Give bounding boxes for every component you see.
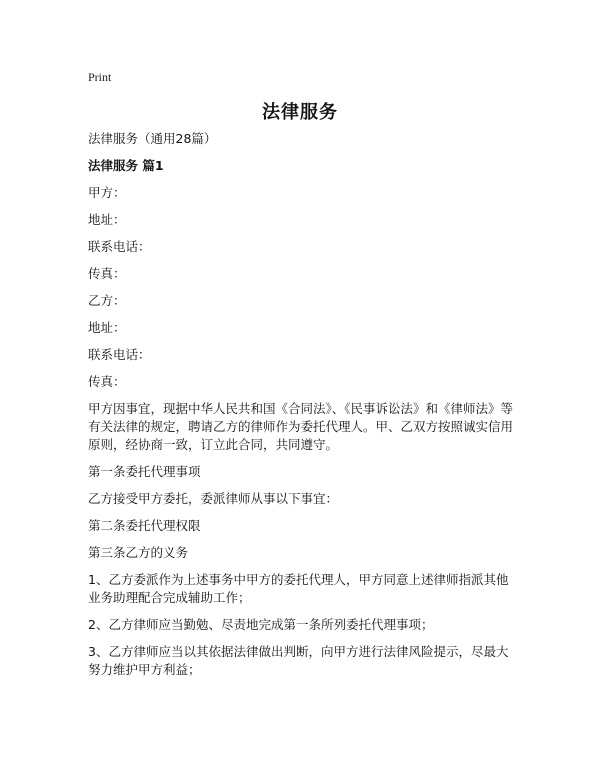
- document-subtitle: 法律服务（通用28篇）: [88, 131, 217, 146]
- intro-paragraph: 甲方因事宜，现据中华人民共和国《合同法》、《民事诉讼法》和《律师法》等有关法律的规定，聘请乙方的律师作为委托代理人。甲、乙双方按照诚实信用原则，经协商一致，订立此合同，共同遵守。: [88, 401, 514, 452]
- party-b-fax-label: 传真：: [88, 374, 126, 389]
- party-a-address-label: 地址：: [88, 212, 126, 227]
- party-b-phone-label: 联系电话：: [88, 347, 151, 362]
- section-heading: 法律服务 篇1: [88, 158, 164, 173]
- party-a-phone-label: 联系电话：: [88, 239, 151, 254]
- article-2-heading: 第二条委托代理权限: [88, 518, 201, 533]
- article-1-heading: 第一条委托代理事项: [88, 464, 201, 479]
- document-body: [88, 130, 520, 688]
- obligation-item-2: 2、乙方律师应当勤勉、尽责地完成第一条所列委托代理事项；: [88, 617, 434, 632]
- obligation-item-1: 1、乙方委派作为上述事务中甲方的委托代理人，甲方同意上述律师指派其他业务助理配合完成辅助工作；: [88, 572, 509, 605]
- party-b-label: 乙方：: [88, 293, 126, 308]
- print-label: Print: [88, 70, 112, 84]
- party-a-fax-label: 传真：: [88, 266, 126, 281]
- party-a-label: 甲方：: [88, 185, 126, 200]
- party-b-address-label: 地址：: [88, 320, 126, 335]
- document-title: 法律服务: [262, 102, 338, 123]
- obligation-item-3: 3、乙方律师应当以其依据法律做出判断，向甲方进行法律风险提示，尽最大努力维护甲方利益；: [88, 644, 509, 677]
- article-3-heading: 第三条乙方的义务: [88, 545, 189, 560]
- article-1-text: 乙方接受甲方委托，委派律师从事以下事宜：: [88, 491, 339, 506]
